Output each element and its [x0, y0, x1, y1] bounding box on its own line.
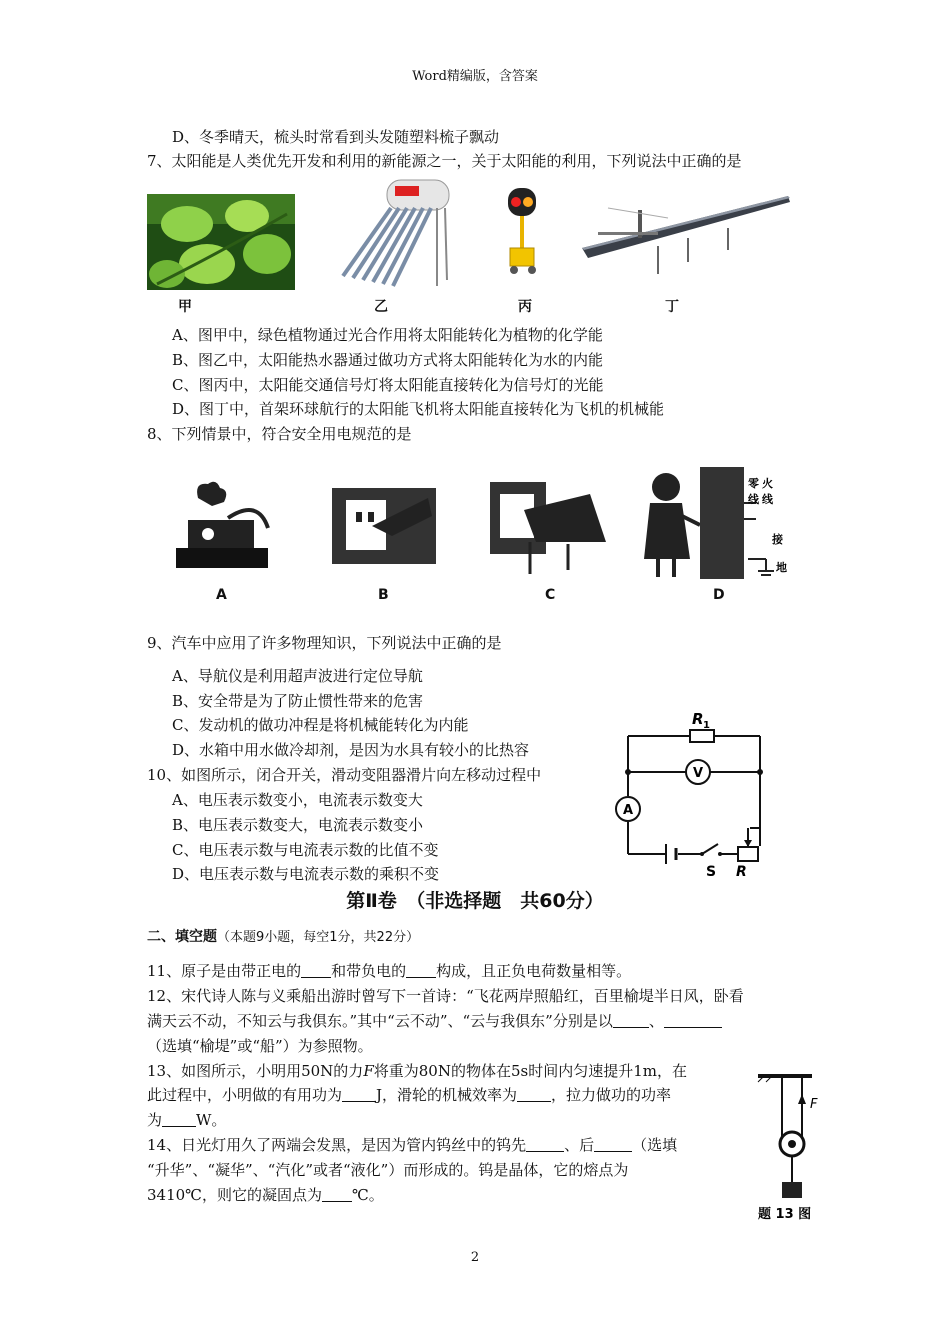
q13-line-3a: 为	[147, 1111, 163, 1129]
q14-line-2: “升华”、“凝华”、“汽化”或者“液化”）而形成的。钨是晶体，它的熔点为	[147, 1161, 629, 1179]
q14-blank-2[interactable]	[594, 1138, 632, 1152]
solar-water-heater-image	[337, 176, 455, 292]
q13-line-3	[147, 1113, 226, 1128]
q13-line-2	[147, 1088, 671, 1103]
circuit-r1-subscript: 1	[703, 720, 710, 731]
q11-part-3: 构成，且正负电荷数量相等。	[436, 962, 632, 980]
q7-caption-ding: 丁	[665, 299, 679, 315]
circuit-r1-label: R	[692, 710, 704, 728]
voltmeter-label: V	[693, 766, 704, 781]
q13-line-2a: 此过程中，小明做的有用功为	[147, 1086, 343, 1104]
leaves-image	[147, 194, 295, 290]
q13-blank-1[interactable]	[342, 1088, 376, 1102]
q14-line-1b: 、后	[564, 1136, 595, 1154]
q7-option-a: A、图甲中，绿色植物通过光合作用将太阳能转化为植物的化学能	[172, 326, 603, 344]
q11-text	[147, 964, 631, 979]
pulley-caption: 题 13 图	[758, 1207, 812, 1222]
q14-line-1	[147, 1138, 677, 1153]
q11-blank-2[interactable]	[406, 964, 436, 978]
q12-line-2	[147, 1014, 722, 1029]
q8-caption-a: A	[216, 587, 227, 603]
q10-option-b: B、电压表示数变大，电流表示数变小	[172, 816, 424, 834]
q13-force-symbol: F	[363, 1062, 374, 1080]
q8-stem: 8、下列情景中，符合安全用电规范的是	[147, 425, 412, 443]
q14-blank-3[interactable]	[322, 1188, 352, 1202]
q9-option-b: B、安全带是为了防止惯性带来的危害	[172, 692, 424, 710]
q13-line-2c: ，拉力做功的功率	[551, 1086, 672, 1104]
q13-line-2b: J，滑轮的机械效率为	[376, 1086, 518, 1104]
q8-figure-c	[490, 482, 608, 574]
q13-line-3b: W。	[196, 1111, 227, 1129]
q8-caption-c: C	[545, 587, 556, 603]
q7-option-b: B、图乙中，太阳能热水器通过做功方式将太阳能转化为水的内能	[172, 351, 604, 369]
q14-line-1c: （选填	[632, 1136, 678, 1154]
page-header: Word精编版，含答案	[412, 69, 538, 84]
q12-line-1: 12、宋代诗人陈与义乘船出游时曾写下一首诗：“飞花两岸照船红，百里榆堤半日风，卧看	[147, 987, 744, 1005]
subtitle-bold: 二、填空题	[147, 929, 217, 945]
q7-caption-yi: 乙	[374, 299, 388, 315]
q11-part-2: 和带负电的	[331, 962, 407, 980]
q6-option-d: D、冬季晴天，梳头时常看到头发随塑料梳子飘动	[172, 128, 500, 146]
q13-line-1	[147, 1064, 687, 1079]
d-label-ling: 零	[748, 477, 759, 490]
q7-caption-bing: 丙	[518, 299, 532, 315]
q8-figure-a	[168, 478, 276, 578]
section-2-subtitle	[147, 930, 419, 944]
q9-option-a: A、导航仪是利用超声波进行定位导航	[172, 667, 423, 685]
q9-option-d: D、水箱中用水做冷却剂，是因为水具有较小的比热容	[172, 741, 530, 759]
q8-caption-b: B	[378, 587, 389, 603]
q8-caption-d: D	[713, 587, 725, 603]
rheostat-label: R	[736, 864, 747, 880]
ammeter-label: A	[623, 803, 634, 818]
q7-option-c: C、图丙中，太阳能交通信号灯将太阳能直接转化为信号灯的光能	[172, 376, 604, 394]
q11-part-1: 11、原子是由带正电的	[147, 962, 302, 980]
q12-blank-1[interactable]	[613, 1014, 649, 1028]
q12-line-2a: 满天云不动，不知云与我俱东。”其中“云不动”、“云与我俱东”分别是以	[147, 1012, 613, 1030]
q12-line-2b: 、	[648, 1012, 664, 1030]
q13-line-1b: 将重为80N的物体在5s时间内匀速提升1m，在	[373, 1062, 687, 1080]
section-2-title: 第Ⅱ卷 （非选择题 共60分）	[346, 890, 604, 912]
q13-blank-2[interactable]	[517, 1088, 551, 1102]
q8-figure-b	[332, 486, 442, 568]
subtitle-rest: （本题9小题，每空1分，共22分）	[217, 930, 420, 945]
solar-plane-image	[578, 188, 792, 294]
q14-blank-1[interactable]	[526, 1138, 564, 1152]
q8-figure-d	[644, 463, 800, 583]
q11-blank-1[interactable]	[301, 964, 331, 978]
q14-line-1a: 14、日光灯用久了两端会发黑，是因为管内钨丝中的钨先	[147, 1136, 527, 1154]
q13-line-1a: 13、如图所示，小明用50N的力	[147, 1062, 364, 1080]
q12-line-3: （选填“榆堤”或“船”）为参照物。	[147, 1037, 373, 1055]
q10-stem: 10、如图所示，闭合开关，滑动变阻器滑片向左移动过程中	[147, 766, 542, 784]
q13-blank-3[interactable]	[162, 1113, 196, 1127]
q9-stem: 9、汽车中应用了许多物理知识，下列说法中正确的是	[147, 634, 502, 652]
q10-option-c: C、电压表示数与电流表示数的比值不变	[172, 841, 439, 859]
solar-traffic-light-image	[498, 186, 546, 278]
d-label-jie: 接	[772, 533, 783, 546]
q10-circuit-diagram	[610, 704, 770, 880]
d-label-xian-1: 线	[748, 493, 759, 506]
q12-blank-2[interactable]	[664, 1014, 722, 1028]
pulley-force-label: F	[810, 1097, 818, 1112]
d-label-huo: 火	[762, 477, 773, 490]
page-number: 2	[470, 1250, 480, 1265]
switch-label: S	[706, 864, 717, 880]
q7-stem: 7、太阳能是人类优先开发和利用的新能源之一，关于太阳能的利用，下列说法中正确的是	[147, 152, 742, 170]
q7-option-d: D、图丁中，首架环球航行的太阳能飞机将太阳能直接转化为飞机的机械能	[172, 400, 665, 418]
q7-caption-jia: 甲	[178, 299, 192, 315]
q14-line-3b: ℃。	[351, 1186, 384, 1204]
q14-line-3	[147, 1188, 384, 1203]
d-label-di: 地	[776, 561, 787, 574]
d-label-xian-2: 线	[762, 493, 773, 506]
q13-pulley-diagram	[754, 1068, 834, 1224]
q9-option-c: C、发动机的做功冲程是将机械能转化为内能	[172, 716, 469, 734]
q10-option-a: A、电压表示数变小，电流表示数变大	[172, 791, 423, 809]
q10-option-d: D、电压表示数与电流表示数的乘积不变	[172, 865, 440, 883]
q14-line-3a: 3410℃，则它的凝固点为	[147, 1186, 322, 1204]
